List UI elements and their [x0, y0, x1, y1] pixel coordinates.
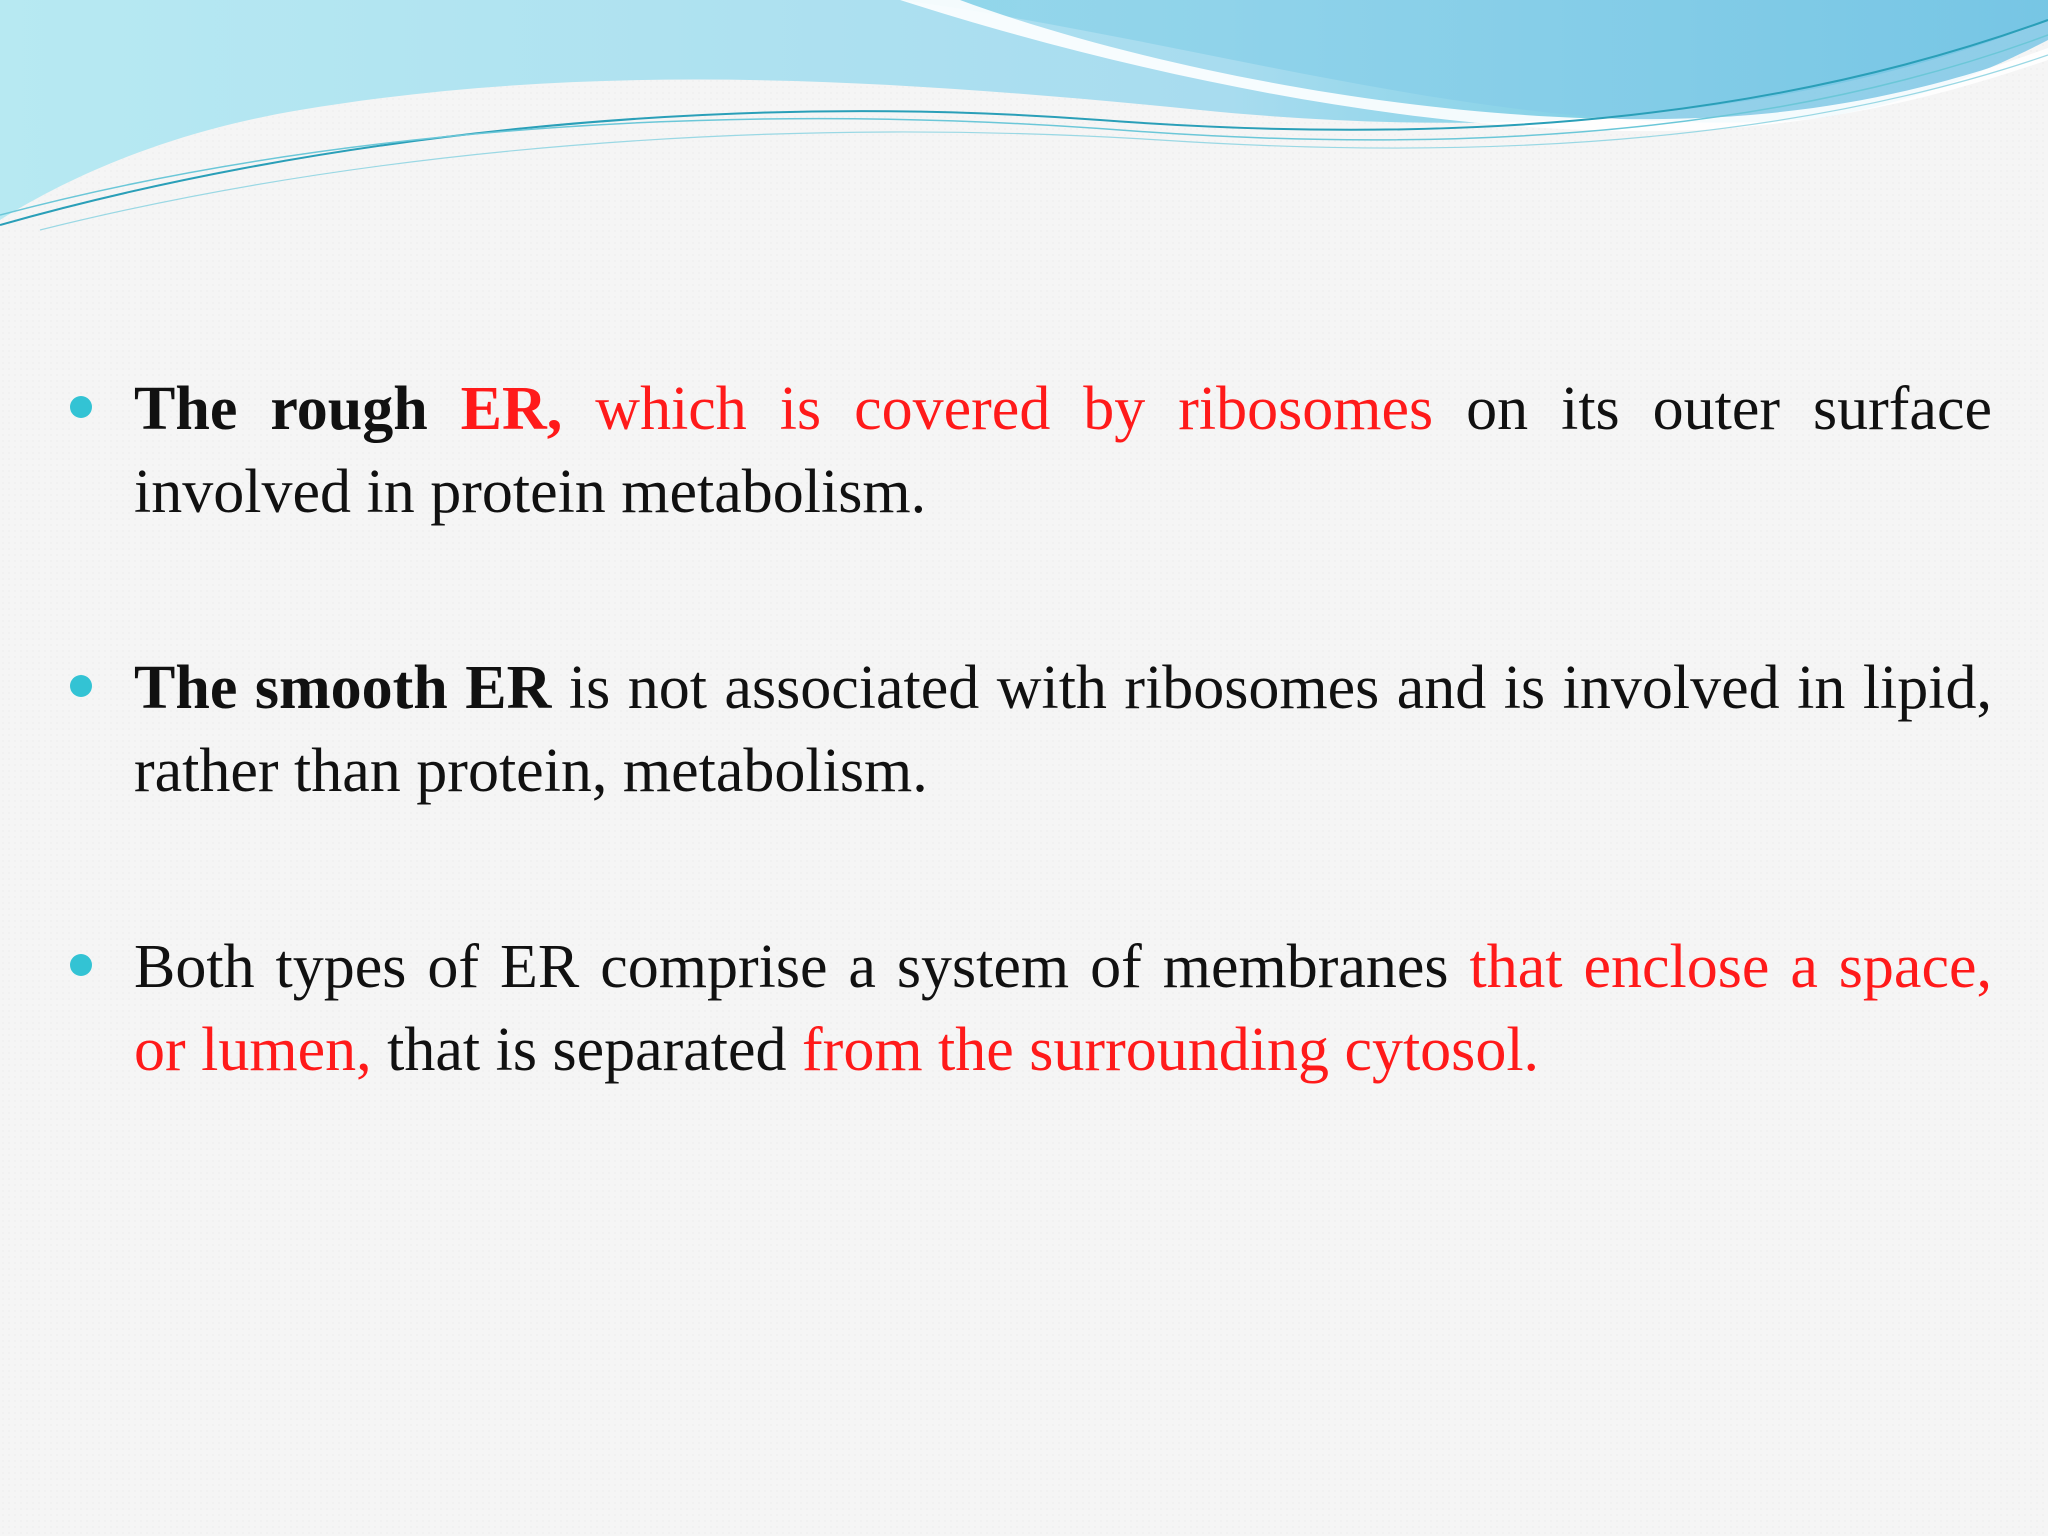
bullet-dot-icon: [70, 954, 92, 976]
bullet-text-segment: The smooth ER: [134, 654, 552, 722]
bullet-dot-icon: [70, 675, 92, 697]
bullet-text-segment: ER,: [460, 375, 563, 443]
bullet-both-types: [70, 926, 1992, 1092]
bullet-text-segment: is not associated with ribosomes and is involved in lipid, rather than protein, metabolism.: [134, 654, 1992, 805]
bullet-dot-icon: [70, 396, 92, 418]
bullet-text-segment: that is separated: [371, 1016, 803, 1084]
slide-content: [70, 368, 1992, 1092]
bullet-text-segment: Both types of ER comprise a system of membranes: [134, 933, 1470, 1001]
wave-header-decoration: [0, 0, 2048, 240]
bullet-text-segment: The rough: [134, 375, 461, 443]
bullet-rough-er: [70, 368, 1992, 534]
bullet-smooth-er: [70, 647, 1992, 813]
bullet-text-segment: on its outer surface involved in protein metabolism.: [134, 375, 1992, 526]
bullet-text-segment: that enclose a space, or lumen,: [134, 933, 1992, 1084]
bullet-text-segment: which is covered by ribosomes: [562, 375, 1434, 443]
bullet-text-segment: from the surrounding cytosol.: [802, 1016, 1540, 1084]
